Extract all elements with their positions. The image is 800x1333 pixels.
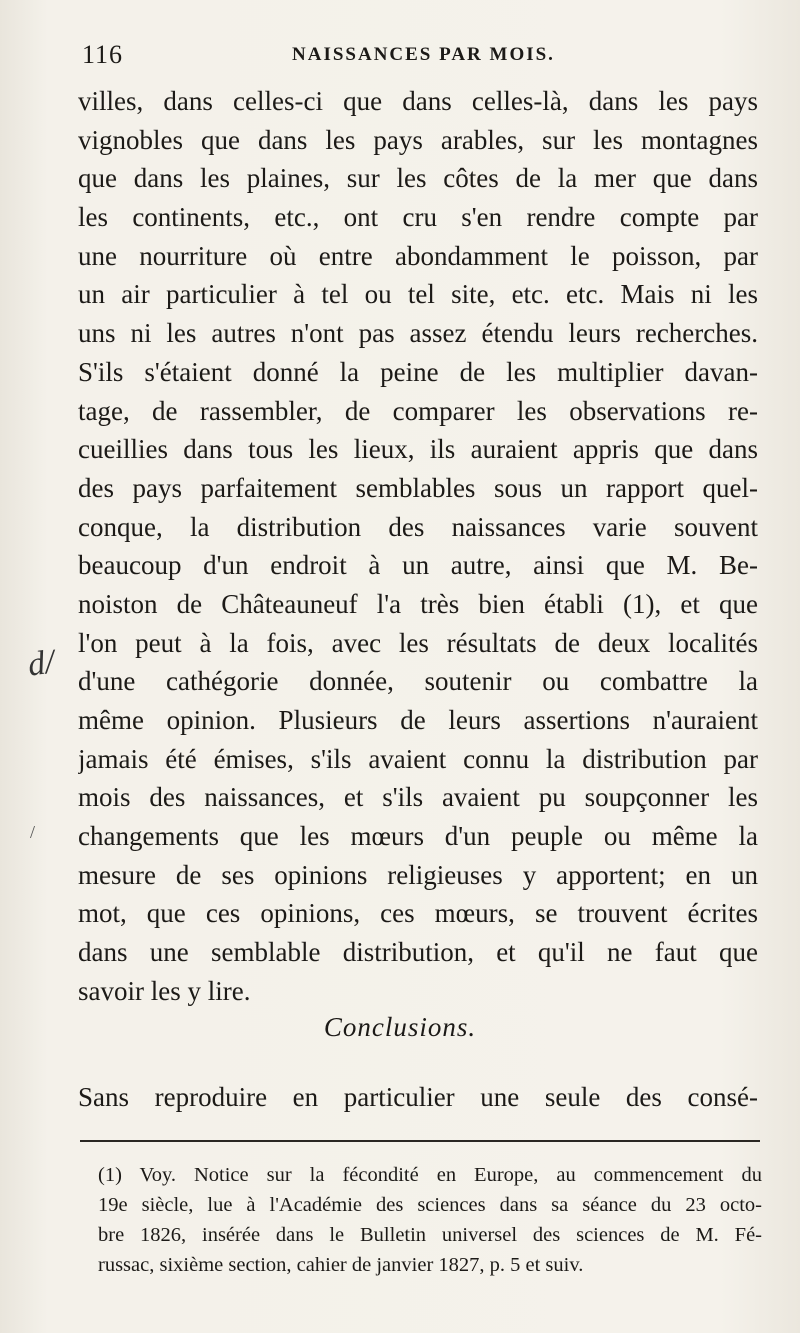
footnote-line: russac, sixième section, cahier de janvier 1827, p. 5 et suiv. xyxy=(98,1254,584,1276)
body-line: jamais été émises, s'ils avaient connu la distribution par xyxy=(78,743,758,774)
section-body xyxy=(78,1078,758,1117)
footnote xyxy=(98,1160,762,1280)
running-title: NAISSANCES PAR MOIS. xyxy=(292,44,555,65)
body-line: mot, que ces opinions, ces mœurs, se trouvent écrites xyxy=(78,898,758,929)
body-line: des pays parfaitement semblables sous un rapport quel- xyxy=(78,472,758,503)
body-line: S'ils s'étaient donné la peine de les multiplier davan- xyxy=(78,356,758,387)
body-line: villes, dans celles-ci que dans celles-là, dans les pays xyxy=(78,86,758,116)
page-number: 116 xyxy=(82,40,124,69)
footnote-line: (1) Voy. Notice sur la fécondité en Europe, au commencement du xyxy=(98,1164,762,1186)
body-line: conque, la distribution des naissances varie souvent xyxy=(78,511,758,542)
margin-tick-mark: / xyxy=(30,822,36,842)
footnote-divider xyxy=(80,1140,760,1142)
body-line: même opinion. Plusieurs de leurs assertions n'auraient xyxy=(78,705,758,735)
body-line: dans une semblable distribution, et qu'il ne faut que xyxy=(78,937,758,968)
body-line: cueillies dans tous les lieux, ils auraient appris que dans xyxy=(78,434,758,465)
page-header xyxy=(82,40,762,80)
body-line: d'une cathégorie donnée, soutenir ou combattre la xyxy=(78,666,758,697)
handwritten-margin-mark: d/ xyxy=(25,643,57,684)
body-line: une nourriture où entre abondamment le poisson, par xyxy=(78,240,758,271)
body-line: mois des naissances, et s'ils avaient pu soupçonner les xyxy=(78,782,758,813)
body-line: savoir les y lire. xyxy=(78,975,251,1006)
body-line: mesure de ses opinions religieuses y apportent; en un xyxy=(78,859,758,890)
footnote-line: 19e siècle, lue à l'Académie des sciences dans sa séance du 23 octo- xyxy=(98,1194,762,1216)
body-line: que dans les plaines, sur les côtes de la mer que dans xyxy=(78,163,758,194)
body-line: beaucoup d'un endroit à un autre, ainsi que M. Be- xyxy=(78,550,758,581)
body-line: tage, de rassembler, de comparer les observations re- xyxy=(78,395,758,426)
body-line: un air particulier à tel ou tel site, etc. etc. Mais ni les xyxy=(78,279,758,310)
body-line: les continents, etc., ont cru s'en rendre compte par xyxy=(78,202,758,233)
footnote-line: bre 1826, insérée dans le Bulletin universel des sciences de M. Fé- xyxy=(98,1224,762,1246)
body-line: l'on peut à la fois, avec les résultats de deux localités xyxy=(78,627,758,658)
body-line: changements que les mœurs d'un peuple ou même la xyxy=(78,821,758,852)
body-line: noiston de Châteauneuf l'a très bien établi (1), et que xyxy=(78,588,758,619)
body-line: vignobles que dans les pays arables, sur les montagnes xyxy=(78,124,758,155)
body-line: uns ni les autres n'ont pas assez étendu leurs recherches. xyxy=(78,318,758,349)
section-title: Conclusions. xyxy=(323,1012,477,1042)
body-text xyxy=(78,82,758,1011)
body-line: Sans reproduire en particulier une seule des consé- xyxy=(78,1082,758,1112)
